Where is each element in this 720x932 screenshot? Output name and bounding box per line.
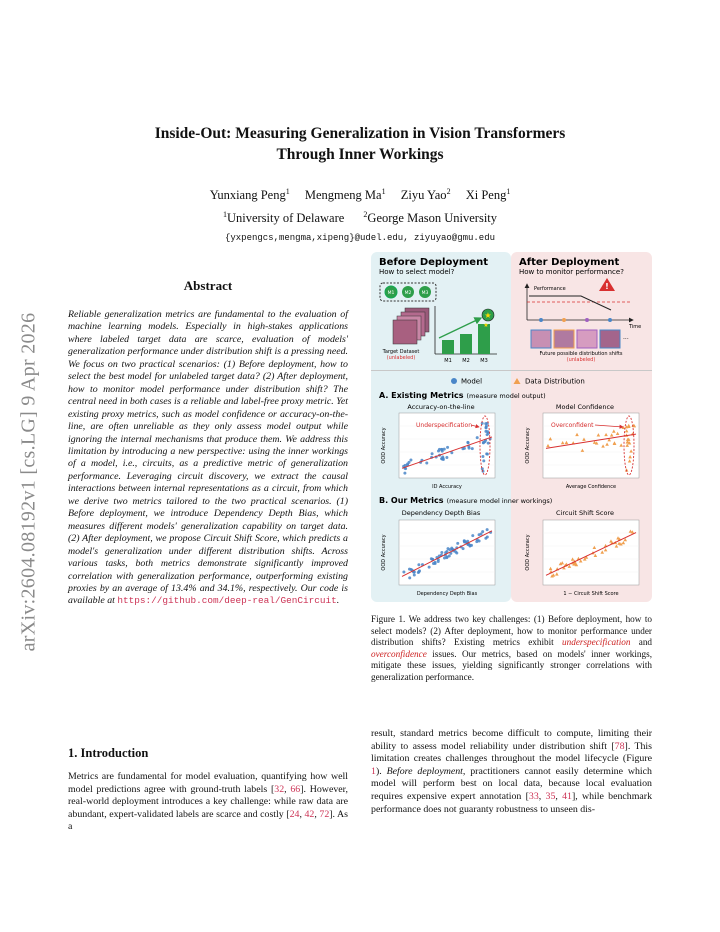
annotation-label: Underspecification (416, 422, 473, 429)
data-point (486, 453, 489, 456)
abstract-heading: Abstract (183, 278, 233, 293)
y-axis-label: OOD Accuracy (525, 534, 531, 571)
right-column-paragraph (371, 728, 652, 816)
affiliation-list (0, 211, 720, 226)
data-point (483, 440, 486, 443)
data-point (482, 459, 485, 462)
citation-link[interactable]: 33 (528, 790, 539, 802)
data-point (486, 433, 489, 436)
annotation-label: Overconfident (551, 422, 594, 429)
citation-link[interactable]: 35 (545, 790, 556, 802)
data-point (455, 552, 458, 555)
arxiv-identifier: arXiv:2604.08192v1 [cs.LG] 9 Apr 2026 (17, 312, 40, 652)
x-axis-label: Dependency Depth Bias (416, 591, 478, 597)
time-label: Time (629, 324, 642, 330)
text-run: and (630, 637, 653, 648)
introduction-paragraph (68, 771, 348, 834)
data-point (481, 530, 484, 533)
data-point (471, 447, 474, 450)
plot4-title: Circuit Shift Score (555, 509, 615, 517)
data-point (481, 455, 484, 458)
title-line-1: Inside-Out: Measuring Generalization in Vision Transformers (154, 125, 566, 142)
svg-text:★: ★ (484, 311, 492, 320)
svg-text:M3: M3 (421, 291, 429, 296)
citation-link[interactable]: 42 (304, 808, 315, 820)
data-point (417, 563, 420, 566)
text-run: result, standard metrics become difficult to compute, limiting their ability to assess model reliability under distribution shift [ (371, 728, 652, 752)
text-run: Figure 1. We address two key challenges: (1) Before deployment, how to select models? (2) After deployment, how to monitor performance under distribution shifts? Existing metrics exhibit (371, 614, 652, 648)
text-run: ]. As a (68, 808, 349, 833)
plot2-title: Model Confidence (555, 403, 615, 411)
data-point (408, 576, 411, 579)
x-axis-label: ID Accuracy (432, 484, 462, 490)
model-pool (385, 286, 431, 298)
data-point (464, 540, 467, 543)
data-point (486, 535, 489, 538)
svg-text:M2: M2 (404, 291, 412, 296)
figure-caption (371, 614, 652, 684)
svg-text:M3: M3 (480, 358, 488, 364)
data-point (467, 441, 470, 444)
abstract-body: Reliable generalization metrics are fundamental to the evaluation of machine learning models. Especially in high-stakes applications where labeled target data are scarce, evaluation of models' generalization performance under distribution shift is a pressing need. We focus on two practical scenarios: (1) Before deployment, how to select the best model for unlabeled target data? (2) After deployment, how to monitor model performance under distribution shift? The central need in both cases is a reliable and label-free proxy metric. Yet existing proxy metrics, such as model confidence or accuracy-on-the-line, are often unreliable as they only assess model output while ignoring the internal mechanisms that produce them. We address this limitation by introducing a new perspective: using the inner workings of a model, i.e., circuits, as a predictive metric of generalization performance. Leveraging circuit discovery, we extract the causal interactions between internal representations as a circuit, from which we derive two metrics tailored to the two practical scenarios. (1) Before deployment, we introduce Dependency Depth Bias, which measures different models' generalization capability on target data. (2) After deployment, we propose Circuit Shift Score, which predicts a model's generalization under different distribution shifts. Across various tasks, both metrics demonstrate significantly improved correlation with generalization performance, outperforming existing proxies by an average of 13.4% and 34.1%, respectively. Our code is available at https://github.com/deep-real/GenCircuit. (68, 309, 348, 607)
data-point (476, 436, 479, 439)
after-subtitle: How to monitor performance? (519, 268, 624, 276)
data-point (470, 544, 473, 547)
data-point (440, 551, 443, 554)
data-point (448, 555, 451, 558)
y-axis-label: OOD Accuracy (525, 427, 531, 464)
highlighted-term: underspecification (562, 637, 631, 648)
data-point (413, 573, 416, 576)
performance-label: Performance (534, 286, 566, 292)
code-link[interactable]: https://github.com/deep-real/GenCircuit (117, 595, 337, 607)
data-point (478, 533, 481, 536)
data-point (486, 528, 489, 531)
figure-1 (371, 252, 652, 602)
x-axis-label: 1 − Circuit Shift Score (563, 591, 619, 597)
svg-text:···: ··· (623, 336, 629, 343)
title-line-2: Through Inner Workings (276, 146, 444, 163)
plot3-title: Dependency Depth Bias (401, 509, 481, 517)
y-axis-label: OOD Accuracy (381, 427, 387, 464)
data-point (441, 457, 444, 460)
svg-text:Data Distribution: Data Distribution (525, 377, 585, 386)
data-point (468, 447, 471, 450)
text-run: , practitioners cannot easily determine which model will perform best on local data, because local evaluation requires expensive expert annotation [ (371, 765, 652, 802)
data-point (471, 534, 474, 537)
target-dataset-sub: (unlabeled) (386, 355, 416, 361)
bar-m2 (460, 334, 472, 354)
svg-text:M2: M2 (462, 358, 470, 364)
highlighted-term: overconfidence (371, 648, 427, 659)
future-shifts-label: Future possible distribution shifts (539, 351, 623, 357)
data-point (425, 462, 428, 465)
author: Xi Peng$^1$ (465, 186, 511, 202)
text-run: , (555, 790, 563, 802)
svg-text:Model: Model (461, 377, 483, 386)
data-point (402, 571, 405, 574)
citation-link[interactable]: 1 (371, 765, 376, 777)
data-point (487, 442, 490, 445)
y-axis-label: OOD Accuracy (381, 534, 387, 571)
before-title: Before Deployment (379, 257, 488, 268)
text-run: ). (375, 765, 387, 777)
data-point (417, 570, 420, 573)
affiliation: $^1$University of Delaware (222, 209, 345, 225)
data-point (456, 542, 459, 545)
after-title: After Deployment (519, 257, 620, 268)
bar-m1 (442, 340, 454, 354)
data-point (403, 472, 406, 475)
citation-link[interactable]: 32 (274, 783, 285, 795)
section-heading-introduction: 1. Introduction (68, 746, 149, 760)
plot1-title: Accuracy-on-the-line (407, 403, 475, 411)
author: Yunxiang Peng$^1$ (209, 186, 290, 202)
target-dataset-label: Target Dataset (382, 349, 420, 355)
future-shifts-sub: (unlabeled) (566, 357, 596, 363)
before-subtitle: How to select model? (379, 268, 455, 276)
data-point (430, 557, 433, 560)
data-point (445, 456, 448, 459)
data-point (485, 426, 488, 429)
data-point (434, 562, 437, 565)
author-list (0, 188, 720, 203)
data-point (440, 448, 443, 451)
text-run: , (538, 790, 546, 802)
data-point (408, 461, 411, 464)
text-run: Metrics are fundamental for model evaluation, quantifying how well model predictions agree with ground-truth labels [ (68, 771, 348, 795)
citation-link[interactable]: 72 (319, 808, 330, 820)
citation-link[interactable]: 24 (289, 808, 300, 820)
text-run: , (284, 783, 291, 795)
section-b-title: B. Our Metrics (measure model inner workings) (379, 496, 553, 505)
citation-link[interactable]: 66 (290, 783, 301, 795)
abstract-text: Reliable generalization metrics are fundamental to the evaluation of machine learning models. Especially in high-stakes applications where labeled target data are scarce, evaluation of models' generalization performance under distribution shift is a pressing need. We focus on two practical scenarios: (1) Before deployment, how to select the best model for unlabeled target data? (2) After deployment, how to monitor model performance under distribution shift? The central need in both cases is a reliable and label-free proxy metric. Yet existing proxy metrics, such as model confidence or accuracy-on-the-line, are often unreliable as they only assess model output while ignoring the internal mechanisms that produce them. We address this limitation by introducing a new perspective: using the inner workings of a model, i.e., circuits, as a predictive metric of generalization performance. Leveraging circuit discovery, we extract the causal interactions between internal representations as a circuit, from which we derive two metrics tailored to the two practical scenarios. (1) Before deployment, we introduce Dependency Depth Bias, which measures different models' generalization capability on target data. (2) After deployment, we propose Circuit Shift Score, which predicts a model's generalization under different distribution shifts. Across various tasks, both metrics demonstrate significantly improved correlation with generalization performance, outperforming existing proxies by an average of 13.4% and 34.1%, respectively. Our code is available at (68, 309, 348, 607)
future-shift-images (531, 330, 629, 348)
author-emails: {yxpengcs,mengma,xipeng}@udel.edu, ziyuyao@gmu.edu (224, 233, 496, 243)
text-run: , (314, 808, 320, 820)
data-point (484, 430, 487, 433)
text-run: , (299, 808, 305, 820)
data-point (446, 446, 449, 449)
data-point (443, 556, 446, 559)
section-a-title: A. Existing Metrics (measure model output) (379, 391, 546, 400)
citation-link[interactable]: 78 (614, 740, 625, 752)
svg-text:!: ! (605, 282, 609, 291)
data-point (431, 452, 434, 455)
svg-text:M1: M1 (387, 291, 395, 296)
text-run: ], while benchmark performance does not guaranty robustness to unseen dis- (371, 790, 653, 815)
svg-text:M1: M1 (444, 358, 452, 364)
x-axis-label: Average Confidence (565, 484, 617, 490)
data-point (408, 568, 411, 571)
author: Mengmeng Ma$^1$ (304, 186, 386, 202)
data-point (409, 459, 412, 462)
text-run: ]. However, real-world deployment introduces a key challenge: while raw data are abundant, expert-validated labels are scarce and costly [ (68, 783, 349, 820)
data-point (443, 448, 446, 451)
affiliation: $^2$George Mason University (363, 209, 498, 225)
svg-text:★: ★ (483, 322, 489, 329)
text-run: ]. This limitation creates challenges throughout the model lifecycle (Figure (371, 740, 652, 765)
data-point (428, 566, 431, 569)
author: Ziyu Yao$^2$ (400, 186, 451, 202)
paper-title (0, 123, 720, 165)
emphasis: Before deployment (386, 765, 463, 777)
text-run: issues. Our metrics, based on models' inner workings, mitigate these issues, yielding significantly stronger correlations with generalization performance. (371, 648, 652, 682)
citation-link[interactable]: 41 (562, 790, 572, 802)
data-point (478, 539, 481, 542)
